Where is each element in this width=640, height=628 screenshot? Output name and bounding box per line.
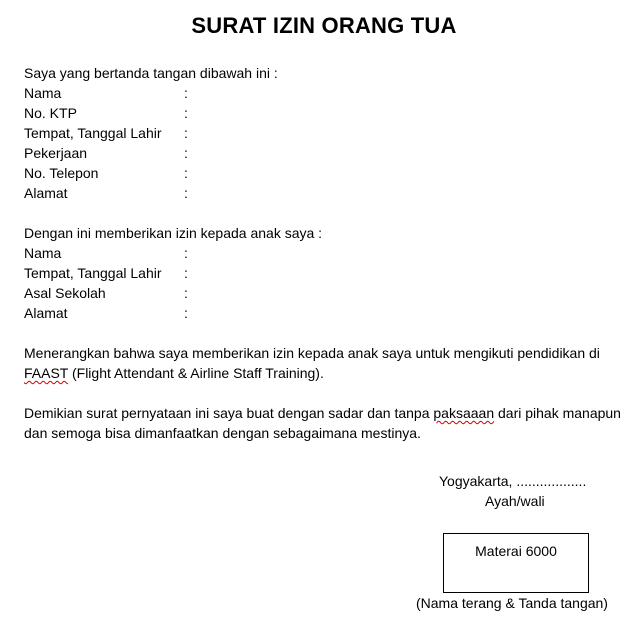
closing-text-start: Demikian surat pernyataan ini saya buat dengan sadar dan tanpa: [24, 405, 434, 421]
child-field-birth: [24, 263, 188, 283]
closing-paragraph: [24, 403, 624, 443]
statement-text-end: (Flight Attendant & Airline Staff Training).: [68, 365, 324, 381]
field-label: Tempat, Tanggal Lahir: [24, 265, 162, 281]
field-colon: :: [184, 85, 188, 101]
field-colon: :: [184, 125, 188, 141]
place-date: Yogyakarta, ..................: [439, 473, 587, 489]
parent-field-occupation: [24, 143, 188, 163]
parent-field-name: [24, 83, 188, 103]
field-colon: :: [184, 185, 188, 201]
role-label: Ayah/wali: [485, 493, 545, 509]
faast-text: FAAST: [24, 365, 69, 381]
field-label: Nama: [24, 85, 62, 101]
closing-text-end: dari pihak manapun dan semoga bisa dimanfaatkan dengan sebagaimana mestinya.: [24, 405, 621, 441]
field-colon: :: [184, 285, 188, 301]
field-label: Alamat: [24, 305, 68, 321]
field-colon: :: [184, 305, 188, 321]
field-colon: :: [184, 105, 188, 121]
field-label: Asal Sekolah: [24, 285, 106, 301]
paksaaan-text: paksaaan: [433, 405, 495, 421]
field-label: No. Telepon: [24, 165, 99, 181]
child-field-address: [24, 303, 188, 323]
child-field-name: [24, 243, 188, 263]
field-label: Tempat, Tanggal Lahir: [24, 125, 162, 141]
parent-field-address: [24, 183, 188, 203]
parent-field-ktp: [24, 103, 188, 123]
parent-intro: Saya yang bertanda tangan dibawah ini :: [24, 65, 278, 81]
field-label: Alamat: [24, 185, 68, 201]
child-field-school: [24, 283, 188, 303]
field-colon: :: [184, 165, 188, 181]
document-title: SURAT IZIN ORANG TUA: [191, 13, 457, 38]
stamp-label: Materai 6000: [475, 543, 557, 559]
field-label: Pekerjaan: [24, 145, 88, 161]
child-intro: Dengan ini memberikan izin kepada anak saya :: [24, 225, 323, 241]
field-colon: :: [184, 245, 188, 261]
field-colon: :: [184, 145, 188, 161]
parent-field-birth: [24, 123, 188, 143]
statement-paragraph: [24, 343, 624, 383]
field-colon: :: [184, 265, 188, 281]
field-label: Nama: [24, 245, 62, 261]
field-label: No. KTP: [24, 105, 77, 121]
statement-text-start: Menerangkan bahwa saya memberikan izin kepada anak saya untuk mengikuti pendidikan di: [24, 345, 600, 361]
signature-caption: (Nama terang & Tanda tangan): [416, 595, 608, 611]
parent-field-phone: [24, 163, 188, 183]
stamp-box: [443, 533, 589, 593]
